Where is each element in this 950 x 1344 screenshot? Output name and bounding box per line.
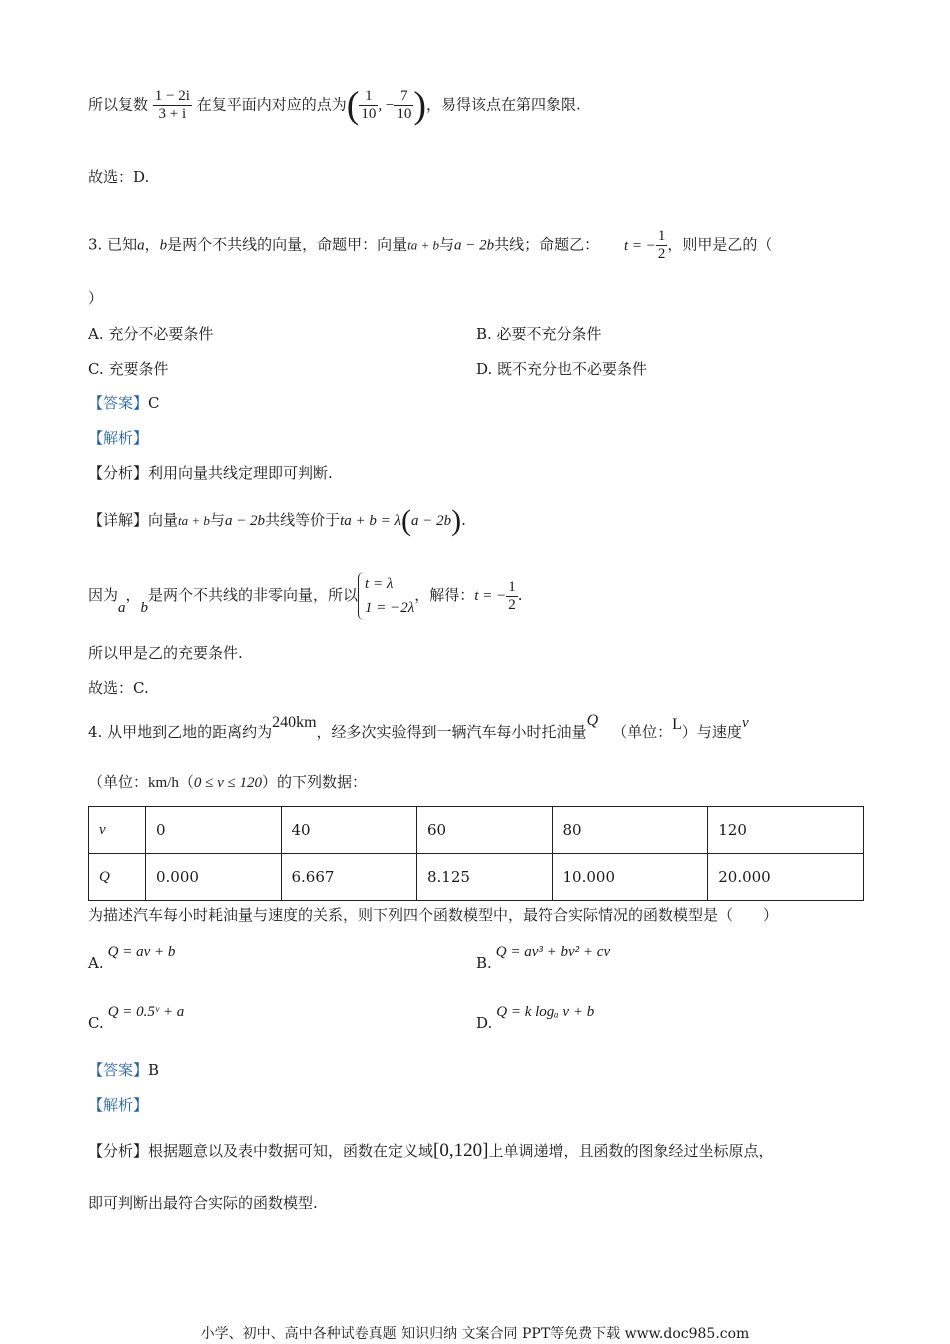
- domain-interval: [0,120]: [433, 1140, 489, 1161]
- paren-right: ): [451, 504, 462, 537]
- var-b: b: [159, 237, 168, 254]
- fraction-denominator: 10: [361, 106, 377, 122]
- page-footer: 小学、初中、高中各种试卷真题 知识归纳 文案合同 PPT等免费下载 www.doc985.com: [200, 1326, 750, 1342]
- fenxi-tag: 【分析】: [88, 1142, 149, 1160]
- distance-value: 240km: [272, 714, 317, 731]
- option-formula: Q = 0.5ᵛ + a: [107, 1004, 185, 1020]
- text: 是两个不共线的向量，命题甲：向量: [167, 235, 408, 254]
- paren-left: (: [401, 504, 411, 537]
- separator: , −: [378, 97, 395, 114]
- table-cell: 40: [281, 807, 417, 854]
- fraction-denominator: 3 + i: [158, 106, 187, 122]
- table-row: [89, 854, 864, 901]
- text: .: [461, 511, 466, 529]
- option-label: A.: [88, 954, 104, 972]
- table-cell: 120: [708, 807, 864, 854]
- fraction-denominator: 10: [396, 106, 412, 122]
- text: 上单调递增，且函数的图象经过坐标原点，: [488, 1142, 774, 1160]
- vector-expr: ta + b: [407, 237, 440, 253]
- answer-value: B: [148, 1061, 160, 1079]
- fenxi-tag: 【分析】: [88, 464, 149, 482]
- table-row: [89, 807, 864, 854]
- text: ，解得：: [414, 586, 475, 604]
- speed-range: 0 ≤ v ≤ 120: [193, 775, 262, 791]
- system-eq-1: t = λ: [365, 576, 394, 592]
- text: 与: [439, 235, 455, 254]
- var-a: a: [137, 237, 145, 254]
- row-label-v: v: [89, 807, 146, 854]
- q4-fenxi: [88, 1141, 773, 1161]
- var-b: b: [140, 600, 149, 616]
- text: ，: [144, 235, 160, 254]
- text: ）的下列数据：: [262, 773, 368, 791]
- complex-fraction: [153, 88, 192, 123]
- equation-system: [358, 572, 414, 620]
- q2-conclusion-line: [88, 84, 581, 127]
- fraction-denominator: 2: [657, 246, 666, 262]
- paren-right: ): [413, 84, 427, 127]
- q3-analysis: [88, 428, 148, 448]
- t-fraction: [656, 228, 668, 263]
- text: 4. 从甲地到乙地的距离约为: [88, 723, 273, 741]
- text: 向量: [148, 511, 179, 529]
- text: 共线等价于: [265, 511, 341, 529]
- table-cell: 20.000: [708, 854, 864, 901]
- analysis-tag: 【解析】: [88, 429, 149, 447]
- q2-choice: 故选：D.: [88, 168, 150, 186]
- fraction-numerator: 1 − 2i: [154, 88, 190, 104]
- vector-expr: ta + b: [178, 513, 210, 528]
- answer-tag: 【答案】: [88, 1061, 149, 1079]
- point-x-fraction: [359, 88, 378, 123]
- fraction-numerator: 1: [508, 578, 516, 595]
- q4-stem-2: [88, 772, 367, 793]
- fraction-numerator: 1: [657, 228, 666, 244]
- text: ，经多次实验得到一辆汽车每小时托油量: [316, 723, 587, 741]
- option-label: B.: [476, 954, 492, 972]
- q3-conclusion: 所以甲是乙的充要条件.: [88, 644, 243, 662]
- unit-L: L: [672, 716, 682, 733]
- t-equation: t = −: [623, 237, 656, 254]
- equation: ta + b = λ: [340, 513, 401, 529]
- q4-option-b: [476, 942, 611, 972]
- q3-stem: [88, 228, 772, 263]
- solution-fraction: [506, 579, 518, 614]
- fraction-numerator: 1: [359, 88, 378, 106]
- fuel-data-table: [88, 806, 864, 901]
- vector-expr: a − 2b: [454, 237, 495, 254]
- option-label: D.: [476, 1014, 493, 1032]
- var-v: v: [741, 715, 749, 731]
- table-cell: 10.000: [552, 854, 708, 901]
- row-label-Q: Q: [89, 854, 146, 901]
- xiangjie-tag: 【详解】: [88, 511, 149, 529]
- text: 在复平面内对应的点为: [196, 95, 347, 114]
- q4-question: 为描述汽车每小时耗油量与速度的关系，则下列四个函数模型中，最符合实际情况的函数模型是（ ）: [88, 906, 779, 924]
- table-cell: 80: [552, 807, 708, 854]
- system-eq-2: 1 = −2λ: [365, 600, 415, 616]
- text: （: [178, 773, 194, 791]
- var-Q: Q: [586, 712, 599, 729]
- table-cell: 8.125: [417, 854, 553, 901]
- text: ）与速度: [681, 723, 742, 741]
- q4-option-c: [88, 1002, 185, 1032]
- q3-answer: [88, 393, 160, 413]
- table-cell: 60: [417, 807, 553, 854]
- q4-stem: [88, 712, 749, 743]
- point-y-fraction: [394, 88, 413, 123]
- answer-tag: 【答案】: [88, 394, 149, 412]
- var-a: a: [118, 600, 126, 616]
- table-cell: 6.667: [281, 854, 417, 901]
- paren-left: (: [346, 84, 360, 127]
- unit-kmh: km/h: [148, 775, 179, 791]
- text: （单位：: [88, 773, 149, 791]
- q4-option-d: [476, 1002, 595, 1032]
- q3-choice: 故选：C.: [88, 679, 149, 697]
- q4-analysis: [88, 1095, 148, 1115]
- q3-option-c: C. 充要条件: [88, 360, 169, 378]
- q3-option-d: D. 既不充分也不必要条件: [476, 360, 648, 378]
- option-formula: Q = k logₐ v + b: [496, 1004, 595, 1020]
- table-cell: 0.000: [146, 854, 282, 901]
- table-cell: 0: [146, 807, 282, 854]
- q3-option-a: A. 充分不必要条件: [88, 325, 214, 343]
- option-label: C.: [88, 1014, 104, 1032]
- q3-stem-close: ）: [88, 289, 104, 307]
- text: （单位：: [612, 723, 673, 741]
- equation-inner: a − 2b: [411, 513, 452, 529]
- fraction-numerator: 7: [394, 88, 413, 106]
- analysis-tag: 【解析】: [88, 1096, 149, 1114]
- q3-because: [88, 572, 523, 620]
- q3-option-b: B. 必要不充分条件: [476, 325, 602, 343]
- q3-fenxi: [88, 463, 333, 483]
- answer-value: C: [148, 394, 160, 412]
- text: 根据题意以及表中数据可知，函数在定义域: [148, 1142, 434, 1160]
- option-formula: Q = av + b: [107, 944, 176, 960]
- text: 是两个不共线的非零向量，所以: [148, 586, 359, 604]
- text: 利用向量共线定理即可判断.: [148, 464, 333, 482]
- text: 与: [209, 511, 225, 529]
- text: 因为: [88, 586, 119, 604]
- q4-option-a: [88, 942, 176, 972]
- text: .: [517, 586, 523, 604]
- text: 所以复数: [88, 95, 149, 114]
- text: ，易得该点在第四象限.: [426, 95, 581, 114]
- text: 共线；命题乙：: [494, 235, 600, 254]
- fraction-denominator: 2: [508, 596, 516, 613]
- vector-expr: a − 2b: [224, 513, 266, 529]
- text: 3. 已知: [88, 235, 138, 254]
- text: ，则甲是乙的（: [667, 235, 773, 254]
- q4-answer: [88, 1060, 159, 1080]
- option-formula: Q = av³ + bv² + cv: [495, 944, 611, 960]
- q4-fenxi-cont: 即可判断出最符合实际的函数模型.: [88, 1194, 318, 1212]
- q3-xiangjie: [88, 504, 466, 537]
- solution: t = −: [474, 588, 507, 604]
- text: ，: [125, 586, 141, 604]
